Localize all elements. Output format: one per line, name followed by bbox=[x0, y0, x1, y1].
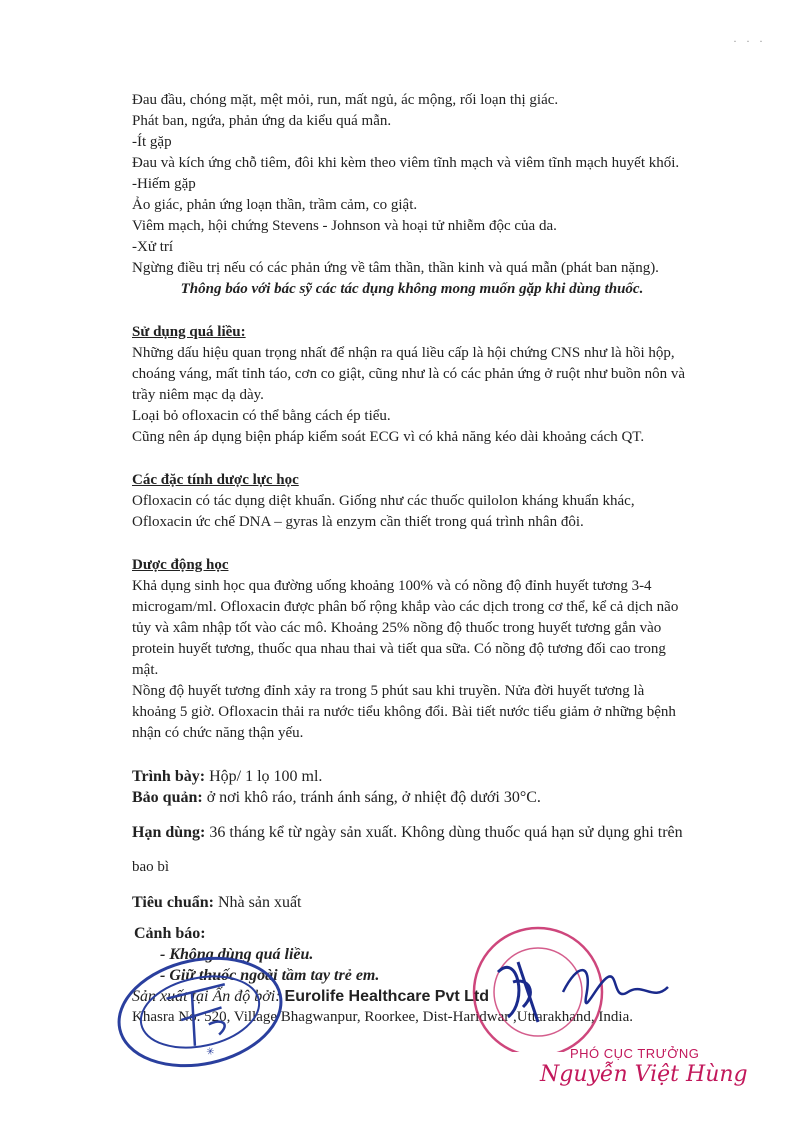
shelf-life-continuation: bao bì bbox=[132, 859, 170, 875]
authority-seal bbox=[468, 922, 718, 1057]
warning-item-1: - Không dùng quá liều. bbox=[160, 946, 314, 963]
presentation-field bbox=[132, 766, 692, 787]
pharmacodynamics-heading: Các đặc tính dược lực học bbox=[132, 472, 299, 488]
overdose-line-1: Những dấu hiệu quan trọng nhất để nhận ra quá liều cấp là hội chứng CNS như là hồi hộp, choáng váng, mất tỉnh táo, cơn co giật, cũng như là có các phản ứng ở ruột như buồn nôn và trầy niêm mạc dạ dày. bbox=[132, 345, 686, 403]
management-text: Ngừng điều trị nếu có các phản ứng về tâm thần, thần kinh và quá mẫn (phát ban nặng). bbox=[132, 260, 659, 276]
svg-text:✳: ✳ bbox=[205, 1045, 216, 1059]
pharmacokinetics-paragraph-2: Nồng độ huyết tương đỉnh xảy ra trong 5 phút sau khi truyền. Nửa đời huyết tương là khoảng 5 giờ. Ofloxacin thải ra nước tiểu không đổi. Bài tiết nước tiểu giảm ở những bệnh nhận có chức năng thận yếu. bbox=[132, 683, 676, 741]
overdose-heading: Sử dụng quá liều: bbox=[132, 324, 246, 340]
storage-value: ở nơi khô ráo, tránh ánh sáng, ở nhiệt độ dưới 30°C. bbox=[202, 789, 541, 806]
rare-line-1: Ảo giác, phản ứng loạn thần, trầm cảm, co giật. bbox=[132, 197, 418, 213]
uncommon-title: -Ít gặp bbox=[132, 134, 172, 150]
manufacturer-company: Eurolife Healthcare Pvt Ltd bbox=[284, 988, 490, 1005]
deputy-title: PHÓ CỤC TRƯỞNG bbox=[570, 1046, 700, 1061]
side-effect-notice: Thông báo với bác sỹ các tác dụng không mong muốn gặp khi dùng thuốc. bbox=[180, 281, 644, 297]
standard-value: Nhà sản xuất bbox=[213, 894, 302, 911]
pharmacokinetics-heading: Dược động học bbox=[132, 557, 229, 573]
side-effect-line-2: Phát ban, ngứa, phản ứng da kiểu quá mẫn. bbox=[132, 113, 392, 129]
rare-title: -Hiếm gặp bbox=[132, 176, 196, 192]
pharmacodynamics-text: Ofloxacin có tác dụng diệt khuẩn. Giống như các thuốc quilolon kháng khuẩn khác, Ofloxacin ức chế DNA – gyras là enzym cần thiết trong quá trình nhân đôi. bbox=[132, 493, 635, 530]
shelf-life-label: Hạn dùng: bbox=[132, 824, 206, 841]
pharmacokinetics-paragraph-1: Khả dụng sinh học qua đường uống khoảng 100% và có nồng độ đỉnh huyết tương 3-4 microgam/ml. Ofloxacin được phân bố rộng khắp vào các dịch trong cơ thể, kể cả dịch não tủy và xâm nhập tốt vào các mô. Khoảng 25% nồng độ thuốc trong huyết tương gắn vào protein huyết tương, thuốc qua nhau thai và tiết qua sữa. Có nồng độ tương đối cao trong mật. bbox=[132, 578, 679, 678]
standard-label: Tiêu chuẩn: bbox=[132, 894, 214, 911]
overdose-line-3: Cũng nên áp dụng biện pháp kiểm soát ECG vì có khả năng kéo dài khoảng cách QT. bbox=[132, 429, 645, 445]
scan-marks: · · · bbox=[733, 34, 766, 48]
shelf-life-field bbox=[132, 822, 692, 843]
manufacturer-address: Khasra No. 520, Village Bhagwanpur, Roorkee, Dist-Haridwar ,Uttarakhand, India. bbox=[132, 1009, 633, 1025]
leaflet-content bbox=[132, 90, 692, 1028]
side-effect-line-1: Đau đầu, chóng mặt, mệt mỏi, run, mất ngủ, ác mộng, rối loạn thị giác. bbox=[132, 92, 559, 108]
uncommon-text: Đau và kích ứng chỗ tiêm, đôi khi kèm theo viêm tĩnh mạch và viêm tĩnh mạch huyết khối. bbox=[132, 155, 680, 171]
storage-label: Bảo quản: bbox=[132, 789, 203, 806]
standard-field bbox=[132, 892, 692, 913]
shelf-life-value: 36 tháng kể từ ngày sản xuất. Không dùng thuốc quá hạn sử dụng ghi trên bbox=[205, 824, 683, 841]
presentation-label: Trình bày: bbox=[132, 768, 206, 785]
warnings-heading: Cảnh báo: bbox=[134, 925, 206, 942]
manufacturer-prefix: Sản xuất tại Ấn độ bởi: bbox=[132, 988, 285, 1005]
presentation-value: Hộp/ 1 lọ 100 ml. bbox=[205, 768, 323, 785]
management-title: -Xử trí bbox=[132, 239, 174, 255]
company-seal bbox=[110, 952, 290, 1077]
warning-item-2: - Giữ thuốc ngoài tầm tay trẻ em. bbox=[160, 967, 380, 984]
rare-line-2: Viêm mạch, hội chứng Stevens - Johnson và hoại tử nhiễm độc của da. bbox=[132, 218, 557, 234]
signatory-name: Nguyễn Việt Hùng bbox=[540, 1062, 748, 1087]
storage-field bbox=[132, 787, 692, 808]
overdose-line-2: Loại bỏ ofloxacin có thể bằng cách ép tiểu. bbox=[132, 408, 391, 424]
